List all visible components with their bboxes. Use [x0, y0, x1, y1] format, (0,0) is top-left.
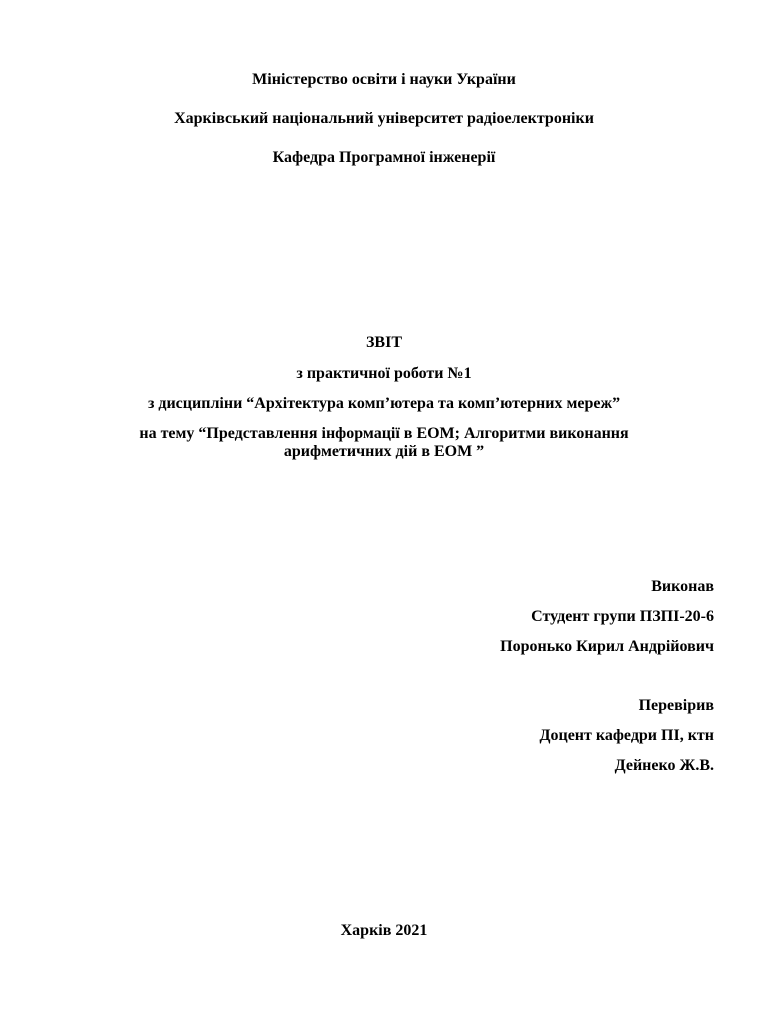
reviewer-position: Доцент кафедри ПІ, ктн	[539, 727, 714, 744]
department-line: Кафедра Програмної інженерії	[272, 149, 496, 166]
performed-label: Виконав	[651, 578, 714, 595]
report-title: ЗВІТ	[365, 334, 402, 351]
city-year: Харків 2021	[340, 922, 428, 939]
topic-line-2: арифметичних дій в ЕОМ ”	[283, 443, 485, 460]
discipline-line: з дисципліни “Архітектура комп’ютера та комп’ютерних мереж”	[147, 395, 621, 412]
topic-line-1: на тему “Представлення інформації в ЕОМ; Алгоритми виконання	[139, 425, 629, 442]
checked-label: Перевірив	[638, 697, 714, 714]
university-line: Харківський національний університет радіоелектроніки	[174, 110, 594, 127]
student-position: Студент групи ПЗПІ-20-6	[531, 608, 714, 625]
reviewer-name: Дейнеко Ж.В.	[614, 757, 714, 774]
student-name: Поронько Кирил Андрійович	[500, 638, 714, 655]
practical-work-line: з практичної роботи №1	[296, 365, 472, 382]
ministry-line: Міністерство освіти і науки України	[252, 71, 516, 88]
